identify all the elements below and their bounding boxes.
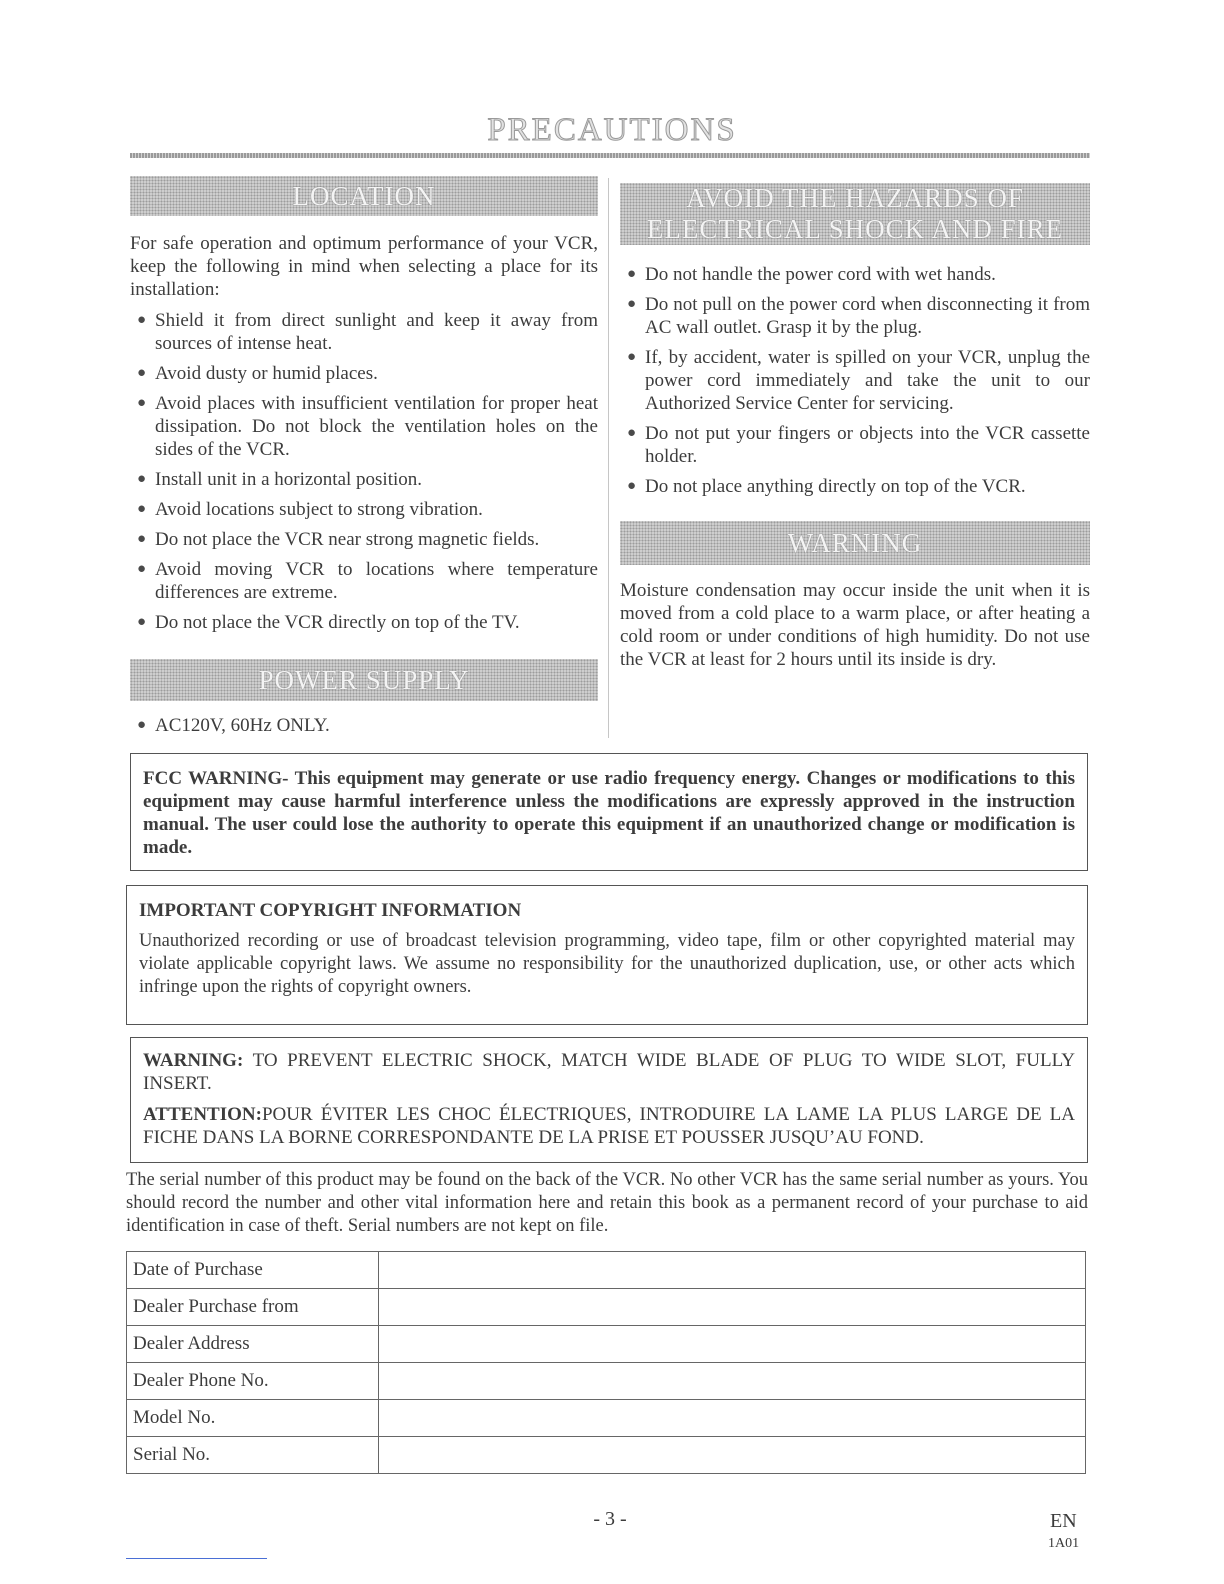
table-cell-value[interactable]	[379, 1400, 1086, 1437]
bullet-icon: ●	[137, 717, 147, 733]
column-divider	[608, 178, 609, 738]
table-row	[127, 1437, 1086, 1474]
footer-rule	[126, 1558, 267, 1559]
list-item: ● Do not place anything directly on top of the VCR.	[627, 476, 1026, 497]
warning-banner	[620, 521, 1090, 565]
table-cell-label: Model No.	[127, 1400, 379, 1437]
language-code: EN	[1050, 1510, 1077, 1532]
plug-attention-french	[143, 1103, 1075, 1149]
hazards-list	[620, 263, 1090, 498]
copyright-text: Unauthorized recording or use of broadcast television programming, video tape, film or other copyrighted material may violate applicable copyright laws. We assume no responsibility for the unauthorized duplication, use, or other acts which infringe upon the rights of copyright owners.	[139, 931, 1075, 997]
table-row	[127, 1400, 1086, 1437]
power-supply-banner	[130, 659, 598, 701]
list-item: ● Do not handle the power cord with wet hands.	[627, 264, 996, 285]
plug-attention-label: ATTENTION:	[143, 1104, 262, 1125]
warning-section	[620, 579, 1090, 671]
list-item: ● Avoid dusty or humid places.	[137, 363, 378, 384]
warning-text: Moisture condensation may occur inside the unit when it is moved from a cold place to a warm place, or after heating a cold room or under conditions of high humidity. Do not use the VCR at least for 2 hours until its inside is dry.	[620, 580, 1090, 670]
serial-note: The serial number of this product may be found on the back of the VCR. No other VCR has the same serial number as yours. You should record the number and other vital information here and retain this book as a permanent record of your purchase to aid identification in case of theft. Serial numbers are not kept on file.	[126, 1170, 1088, 1236]
record-table-container	[126, 1251, 1086, 1474]
plug-warning-text: TO PREVENT ELECTRIC SHOCK, MATCH WIDE BLADE OF PLUG TO WIDE SLOT, FULLY INSERT.	[143, 1050, 1075, 1094]
table-cell-label: Date of Purchase	[127, 1252, 379, 1289]
document-code: 1A01	[1048, 1536, 1080, 1551]
bullet-icon: ●	[137, 614, 147, 630]
hazards-section	[620, 263, 1090, 505]
table-cell-value[interactable]	[379, 1437, 1086, 1474]
plug-warning-box	[130, 1037, 1088, 1163]
table-cell-value[interactable]	[379, 1363, 1086, 1400]
bullet-icon: ●	[627, 425, 637, 441]
list-item: ● If, by accident, water is spilled on your VCR, unplug the power cord immediately and take the unit to our Authorized Service Center for servicing.	[627, 347, 1090, 414]
page-title: PRECAUTIONS	[487, 112, 737, 148]
bullet-icon: ●	[137, 501, 147, 517]
bullet-icon: ●	[627, 478, 637, 494]
table-cell-label: Dealer Purchase from	[127, 1289, 379, 1326]
bullet-icon: ●	[627, 266, 637, 282]
hazards-banner	[620, 183, 1090, 245]
warning-heading: WARNING	[787, 527, 923, 558]
power-supply-heading: POWER SUPPLY	[258, 664, 470, 695]
copyright-box	[126, 885, 1088, 1025]
hazards-heading-line1: AVOID THE HAZARDS OF	[686, 183, 1024, 213]
bullet-icon: ●	[137, 365, 147, 381]
table-cell-value[interactable]	[379, 1252, 1086, 1289]
plug-warning-label: WARNING:	[143, 1050, 244, 1071]
hazards-heading-line2: ELECTRICAL SHOCK AND FIRE	[646, 214, 1064, 244]
fcc-warning-box	[130, 753, 1088, 871]
bullet-icon: ●	[137, 471, 147, 487]
bullet-icon: ●	[627, 296, 637, 312]
copyright-heading: IMPORTANT COPYRIGHT INFORMATION	[139, 900, 522, 921]
record-table	[126, 1251, 1086, 1474]
serial-note-section	[126, 1169, 1088, 1238]
title-rule	[130, 153, 1090, 158]
location-list	[130, 309, 598, 634]
table-row	[127, 1289, 1086, 1326]
table-cell-value[interactable]	[379, 1326, 1086, 1363]
list-item: ● AC120V, 60Hz ONLY.	[137, 715, 330, 736]
bullet-icon: ●	[627, 349, 637, 365]
list-item: ● Do not place the VCR directly on top of the TV.	[137, 612, 520, 633]
table-cell-value[interactable]	[379, 1289, 1086, 1326]
table-cell-label: Dealer Phone No.	[127, 1363, 379, 1400]
list-item: ● Do not place the VCR near strong magnetic fields.	[137, 529, 540, 550]
bullet-icon: ●	[137, 312, 147, 328]
fcc-warning-text: FCC WARNING- This equipment may generate or use radio frequency energy. Changes or modifications to this equipment may cause harmful interference unless the modifications are expressly approved in the instruction manual. The user could lose the authority to operate this equipment if an unauthorized change or modification is made.	[143, 768, 1075, 858]
bullet-icon: ●	[137, 531, 147, 547]
plug-attention-text: POUR ÉVITER LES CHOC ÉLECTRIQUES, INTRODUIRE LA LAME LA PLUS LARGE DE LA FICHE DANS LA BORNE CORRESPONDANTE DE LA PRISE ET POUSSER JUSQU’AU FOND.	[143, 1104, 1075, 1148]
page-number: - 3 -	[593, 1508, 627, 1530]
list-item: ● Install unit in a horizontal position.	[137, 469, 423, 490]
list-item: ● Do not put your fingers or objects into the VCR cassette holder.	[627, 423, 1090, 467]
table-cell-label: Dealer Address	[127, 1326, 379, 1363]
location-section	[130, 232, 598, 641]
bullet-icon: ●	[137, 561, 147, 577]
table-cell-label: Serial No.	[127, 1437, 379, 1474]
list-item: ● Shield it from direct sunlight and keep it away from sources of intense heat.	[137, 310, 598, 354]
list-item: ● Avoid locations subject to strong vibration.	[137, 499, 483, 520]
table-row	[127, 1363, 1086, 1400]
location-intro: For safe operation and optimum performance of your VCR, keep the following in mind when selecting a place for its installation:	[130, 233, 598, 300]
power-supply-section	[130, 714, 598, 744]
bullet-icon: ●	[137, 395, 147, 411]
location-banner	[130, 176, 598, 216]
power-supply-list	[130, 714, 598, 737]
list-item: ● Avoid moving VCR to locations where temperature differences are extreme.	[137, 559, 598, 603]
list-item: ● Avoid places with insufficient ventilation for proper heat dissipation. Do not block the ventilation holes on the sides of the VCR.	[137, 393, 598, 460]
location-heading: LOCATION	[292, 180, 436, 211]
list-item: ● Do not pull on the power cord when disconnecting it from AC wall outlet. Grasp it by the plug.	[627, 294, 1090, 338]
plug-warning-english	[143, 1049, 1075, 1095]
table-row	[127, 1252, 1086, 1289]
table-row	[127, 1326, 1086, 1363]
